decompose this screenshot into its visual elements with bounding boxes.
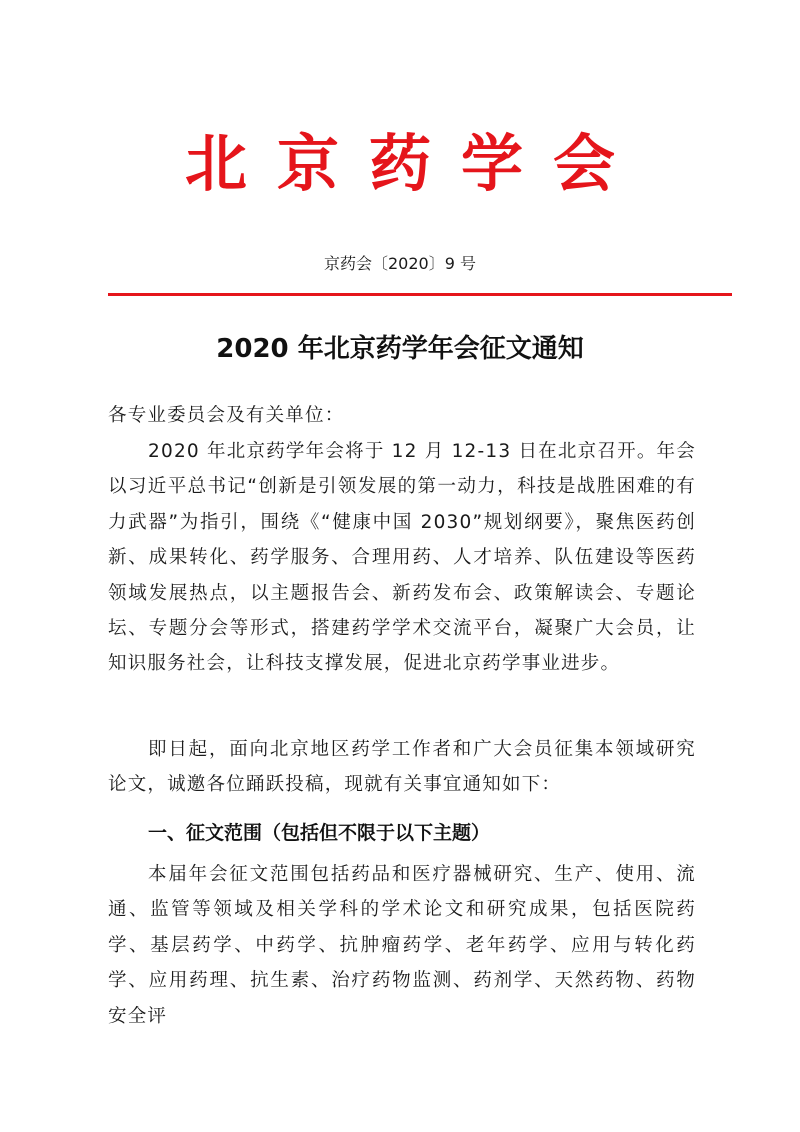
- red-divider-line: [108, 293, 732, 296]
- paragraph-1: 2020 年北京药学年会将于 12 月 12-13 日在北京召开。年会以习近平总书记“创新是引领发展的第一动力，科技是战胜困难的有力武器”为指引，围绕《“健康中国 2030”规划纲要》，聚焦医药创新、成果转化、药学服务、合理用药、人才培养、队伍建设等医药领域发展热点，以主题报告会、新药发布会、政策解读会、专题论坛、专题分会等形式，搭建药学学术交流平台，凝聚广大会员，让知识服务社会，让科技支撑发展，促进北京药学事业进步。: [108, 441, 696, 675]
- notice-title: 2020 年北京药学年会征文通知: [216, 334, 584, 364]
- organization-title: 北京药学会: [184, 127, 645, 200]
- document-number: 京药会〔2020〕9 号: [324, 254, 476, 273]
- section-1-heading: 一、征文范围（包括但不限于以下主题）: [148, 822, 491, 844]
- paragraph-2: 即日起，面向北京地区药学工作者和广大会员征集本领域研究论文，诚邀各位踊跃投稿，现就有关事宜通知如下：: [108, 739, 696, 796]
- paragraph-3: 本届年会征文范围包括药品和医疗器械研究、生产、使用、流通、监管等领域及相关学科的学术论文和研究成果，包括医院药学、基层药学、中药学、抗肿瘤药学、老年药学、应用与转化药学、应用药理、抗生素、治疗药物监测、药剂学、天然药物、药物安全评: [108, 864, 696, 1027]
- salutation: 各专业委员会及有关单位：: [108, 405, 345, 426]
